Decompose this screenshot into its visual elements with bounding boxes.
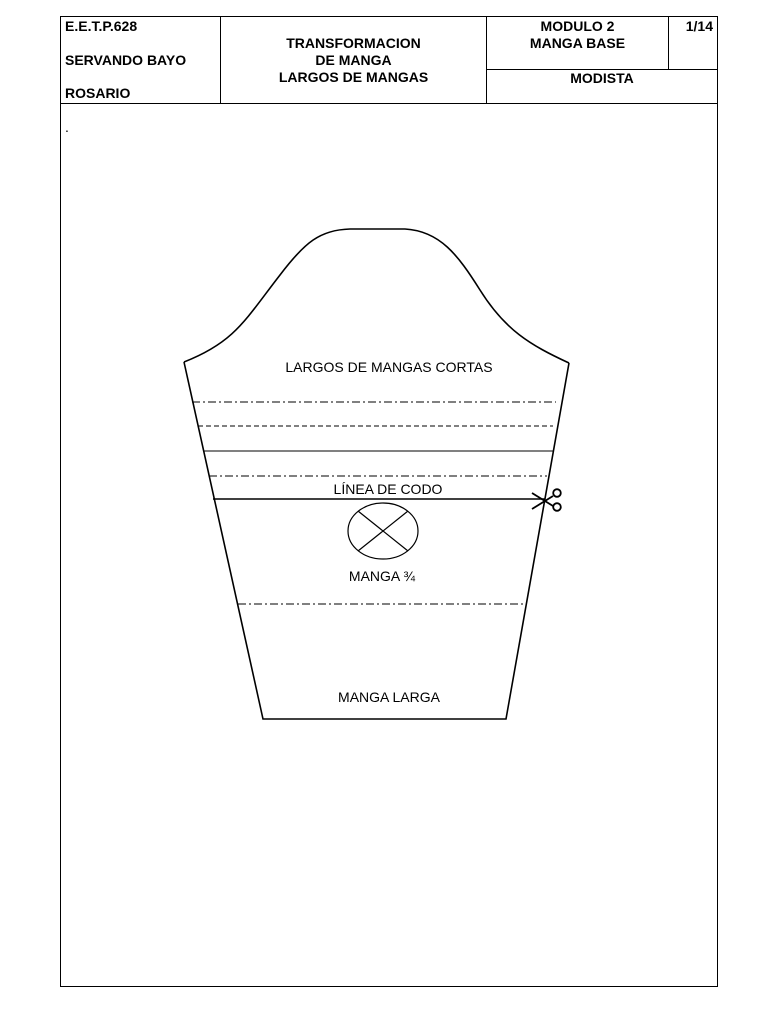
title-line-3: LARGOS DE MANGAS <box>278 69 429 85</box>
title-line-2: DE MANGA <box>315 52 392 68</box>
three-quarter-sleeve-label: MANGA ¾ <box>348 568 416 584</box>
page-number: 1/14 <box>685 18 713 34</box>
title-line-1: TRANSFORMACION <box>286 35 421 51</box>
sleeve-cap-curve <box>184 229 569 363</box>
school-code: E.E.T.P.628 <box>65 18 138 34</box>
school-city: ROSARIO <box>65 85 131 101</box>
crossed-circle-icon <box>348 503 418 559</box>
trade-label: MODISTA <box>570 70 634 86</box>
body-dot: . <box>65 119 69 135</box>
sleeve-body <box>184 362 569 719</box>
short-sleeves-label: LARGOS DE MANGAS CORTAS <box>285 359 493 375</box>
elbow-line-label: LÍNEA DE CODO <box>333 481 443 497</box>
long-sleeve-label: MANGA LARGA <box>338 689 440 705</box>
module-line-2: MANGA BASE <box>529 35 626 51</box>
sleeve-outline <box>184 229 569 719</box>
module-line-1: MODULO 2 <box>540 18 615 34</box>
school-name: SERVANDO BAYO <box>65 52 187 68</box>
